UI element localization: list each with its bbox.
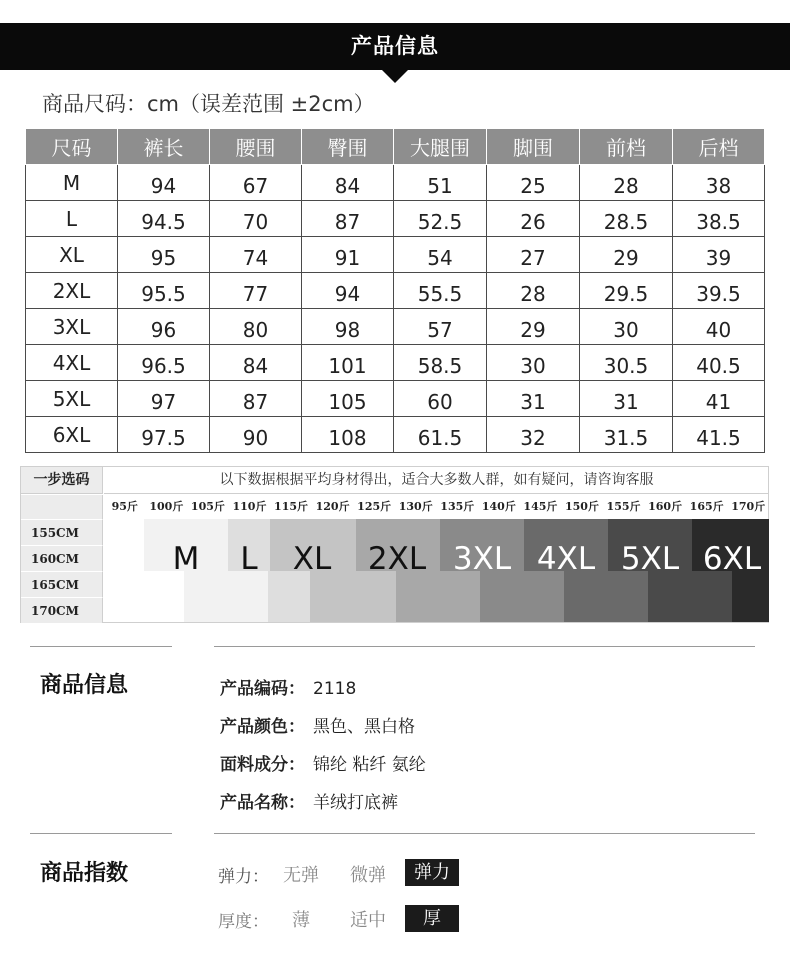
table-row [26,309,765,345]
weight-label: 160斤 [648,500,683,513]
measure-cell: 31.5 [580,417,673,453]
measure-cell: 32 [487,417,580,453]
weight-label: 170斤 [731,500,766,513]
size-cell: XL [26,237,118,273]
info-row-color [220,712,415,737]
measure-cell: 26 [487,201,580,237]
elasticity-option: 无弹 [283,865,319,886]
measure-cell: 96 [118,309,210,345]
measure-cell: 96.5 [118,345,210,381]
weight-label: 120斤 [315,500,350,513]
measure-cell: 67 [210,165,302,201]
size-table-header-cell: 大腿围 [394,129,487,165]
info-value: 锦纶 粘纤 氨纶 [313,755,426,775]
weight-label: 105斤 [190,500,225,513]
size-cell: 3XL [26,309,118,345]
measure-cell: 40.5 [673,345,765,381]
info-row-code [220,674,356,699]
size-band-cell [104,519,144,545]
size-band-cell [268,597,310,622]
size-band-label: L [240,541,258,577]
measure-cell: 80 [210,309,302,345]
measure-cell: 94 [118,165,210,201]
product-info-title: 商品信息 [40,673,129,698]
size-table-header [26,129,765,165]
measure-cell: 60 [394,381,487,417]
size-band-label: 3XL [452,541,512,577]
divider [214,646,755,647]
measure-cell: 25 [487,165,580,201]
weight-label: 145斤 [523,500,558,513]
size-band-cell [648,597,732,622]
size-band-cell [310,597,396,622]
divider [30,646,172,647]
measure-cell: 74 [210,237,302,273]
weight-label: 155斤 [606,500,641,513]
size-guide [20,466,769,623]
measure-cell: 28.5 [580,201,673,237]
measure-cell: 31 [487,381,580,417]
size-guide-note: 以下数据根据平均身材得出，适合大多数人群，如有疑问，请咨询客服 [104,467,769,494]
measure-cell: 94 [302,273,394,309]
measure-cell: 98 [302,309,394,345]
measure-cell: 30 [487,345,580,381]
measure-cell: 27 [487,237,580,273]
measure-cell: 105 [302,381,394,417]
table-row [26,201,765,237]
size-guide-label: 一步选码 [21,467,103,494]
measure-cell: 29 [487,309,580,345]
measure-cell: 38 [673,165,765,201]
size-guide-corner [21,495,103,519]
size-band-label: 5XL [620,541,680,577]
size-band-label: 4XL [536,541,596,577]
measure-cell: 41.5 [673,417,765,453]
size-table-header-cell: 腰围 [210,129,302,165]
table-row [26,237,765,273]
size-band-cell [480,597,564,622]
size-band-label: 2XL [367,541,427,577]
measure-cell: 54 [394,237,487,273]
unit-note: 商品尺码：cm（误差范围 ±2cm） [42,92,375,116]
divider [30,833,172,834]
measure-cell: 41 [673,381,765,417]
measure-cell: 97 [118,381,210,417]
size-table-header-cell: 臀围 [302,129,394,165]
height-label: 165CM [21,571,103,597]
measure-cell: 91 [302,237,394,273]
table-row [26,345,765,381]
measure-cell: 95.5 [118,273,210,309]
size-band-cell [104,545,144,571]
height-label: 160CM [21,545,103,571]
divider [214,833,755,834]
table-row [26,273,765,309]
size-cell: 6XL [26,417,118,453]
size-cell: 5XL [26,381,118,417]
info-label: 产品编码： [220,679,305,699]
info-value: 羊绒打底裤 [313,793,398,813]
product-index-title: 商品指数 [40,861,129,886]
info-value: 黑色、黑白格 [313,717,415,737]
weight-label: 115斤 [274,500,309,513]
measure-cell: 58.5 [394,345,487,381]
weight-label: 140斤 [481,500,516,513]
size-band-label: XL [292,541,332,577]
measure-cell: 52.5 [394,201,487,237]
size-band-cell [564,597,648,622]
size-band-cell [732,597,769,622]
info-label: 产品颜色： [220,717,305,737]
measure-cell: 61.5 [394,417,487,453]
size-band-label: M [172,541,200,577]
elasticity-selected: 弹力 [405,859,459,886]
size-table-header-cell: 裤长 [118,129,210,165]
weight-row [104,495,769,519]
measure-cell: 38.5 [673,201,765,237]
elasticity-label: 弹力： [218,867,269,887]
size-table-header-cell: 后档 [673,129,765,165]
measure-cell: 101 [302,345,394,381]
weight-label: 135斤 [440,500,475,513]
measure-cell: 31 [580,381,673,417]
size-cell: M [26,165,118,201]
weight-label: 125斤 [357,500,392,513]
size-band-label: 6XL [702,541,762,577]
measure-cell: 84 [210,345,302,381]
measure-cell: 55.5 [394,273,487,309]
info-row-material [220,750,426,775]
thickness-option: 薄 [292,910,310,931]
height-label: 155CM [21,519,103,545]
height-label: 170CM [21,597,103,623]
size-cell: 2XL [26,273,118,309]
measure-cell: 108 [302,417,394,453]
weight-label: 130斤 [398,500,433,513]
weight-label: 95斤 [111,500,138,513]
weight-label: 165斤 [689,500,724,513]
measure-cell: 28 [487,273,580,309]
measure-cell: 70 [210,201,302,237]
thickness-label: 厚度： [218,912,269,932]
size-table-header-cell: 脚围 [487,129,580,165]
banner-title: 产品信息 [351,34,439,58]
info-value: 2118 [313,679,357,699]
thickness-selected: 厚 [405,905,459,932]
thickness-option: 适中 [350,910,386,931]
table-row [26,165,765,201]
size-band-cell [184,597,268,622]
size-table-header-cell: 前档 [580,129,673,165]
size-table [25,128,765,453]
table-row [26,417,765,453]
measure-cell: 30 [580,309,673,345]
info-label: 面料成分： [220,755,305,775]
measure-cell: 95 [118,237,210,273]
size-band-cell [104,597,184,622]
info-row-name [220,788,398,813]
measure-cell: 30.5 [580,345,673,381]
measure-cell: 87 [302,201,394,237]
measure-cell: 57 [394,309,487,345]
weight-label: 110斤 [232,500,267,513]
measure-cell: 77 [210,273,302,309]
measure-cell: 90 [210,417,302,453]
weight-label: 150斤 [564,500,599,513]
size-band-cell [396,597,480,622]
size-table-header-cell: 尺码 [26,129,118,165]
measure-cell: 84 [302,165,394,201]
measure-cell: 94.5 [118,201,210,237]
measure-cell: 39.5 [673,273,765,309]
banner-arrow [381,69,409,83]
elasticity-option: 微弹 [350,865,386,886]
size-cell: 4XL [26,345,118,381]
measure-cell: 97.5 [118,417,210,453]
table-row [26,381,765,417]
size-cell: L [26,201,118,237]
info-label: 产品名称： [220,793,305,813]
measure-cell: 28 [580,165,673,201]
measure-cell: 29.5 [580,273,673,309]
measure-cell: 87 [210,381,302,417]
weight-label: 100斤 [149,500,184,513]
measure-cell: 39 [673,237,765,273]
measure-cell: 29 [580,237,673,273]
measure-cell: 40 [673,309,765,345]
measure-cell: 51 [394,165,487,201]
